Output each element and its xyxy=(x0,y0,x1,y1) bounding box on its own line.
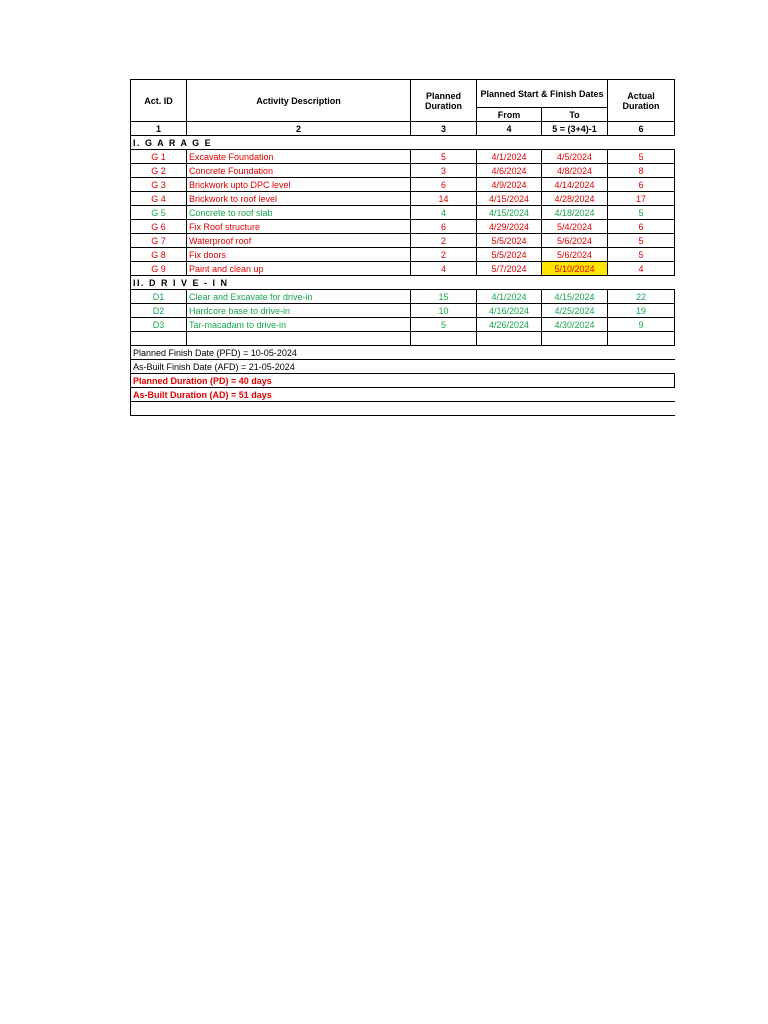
section-header-row xyxy=(131,276,675,290)
planned-from-date: 4/26/2024 xyxy=(477,318,542,332)
empty-cell xyxy=(411,332,477,346)
planned-to-date: 4/18/2024 xyxy=(542,206,608,220)
activity-description: Concrete Foundation xyxy=(187,164,411,178)
planned-from-date: 4/1/2024 xyxy=(477,290,542,304)
as-built-duration-summary: As-Built Duration (AD) = 51 days xyxy=(131,388,675,402)
column-number: 1 xyxy=(131,122,187,136)
activity-id: D1 xyxy=(131,290,187,304)
activity-schedule-table xyxy=(130,79,675,416)
column-number-row xyxy=(131,122,675,136)
planned-from-date: 4/9/2024 xyxy=(477,178,542,192)
activity-description: Fix doors xyxy=(187,248,411,262)
activity-description: Brickwork to roof level xyxy=(187,192,411,206)
planned-to-date: 4/14/2024 xyxy=(542,178,608,192)
empty-row xyxy=(131,332,675,346)
as-built-finish-date-row xyxy=(131,360,675,374)
header-planned-dates: Planned Start & Finish Dates xyxy=(477,80,608,108)
activity-id: G 7 xyxy=(131,234,187,248)
as-built-duration-summary-row xyxy=(131,388,675,402)
planned-to-date: 4/30/2024 xyxy=(542,318,608,332)
activity-description: Tar-macadam to drive-in xyxy=(187,318,411,332)
table-row xyxy=(131,150,675,164)
table-row xyxy=(131,192,675,206)
table-row xyxy=(131,220,675,234)
actual-duration: 19 xyxy=(608,304,675,318)
actual-duration: 17 xyxy=(608,192,675,206)
actual-duration: 4 xyxy=(608,262,675,276)
actual-duration: 5 xyxy=(608,206,675,220)
planned-duration: 6 xyxy=(411,178,477,192)
column-number: 5 = (3+4)-1 xyxy=(542,122,608,136)
planned-duration: 10 xyxy=(411,304,477,318)
column-number: 6 xyxy=(608,122,675,136)
column-number: 3 xyxy=(411,122,477,136)
header-actual-duration: Actual Duration xyxy=(608,80,675,122)
actual-duration: 22 xyxy=(608,290,675,304)
activity-description: Concrete to roof slab xyxy=(187,206,411,220)
blank-summary-row xyxy=(131,402,675,416)
actual-duration: 6 xyxy=(608,220,675,234)
planned-finish-date: Planned Finish Date (PFD) = 10-05-2024 xyxy=(131,346,675,360)
header-planned-duration: Planned Duration xyxy=(411,80,477,122)
table-row xyxy=(131,178,675,192)
planned-duration-summary: Planned Duration (PD) = 40 days xyxy=(131,374,675,388)
blank-cell xyxy=(131,402,675,416)
planned-to-date: 4/25/2024 xyxy=(542,304,608,318)
activity-id: G 5 xyxy=(131,206,187,220)
planned-duration: 5 xyxy=(411,150,477,164)
actual-duration: 9 xyxy=(608,318,675,332)
activity-id: G 8 xyxy=(131,248,187,262)
empty-cell xyxy=(608,332,675,346)
activity-description: Paint and clean up xyxy=(187,262,411,276)
planned-from-date: 4/1/2024 xyxy=(477,150,542,164)
as-built-finish-date: As-Built Finish Date (AFD) = 21-05-2024 xyxy=(131,360,675,374)
header-to: To xyxy=(542,108,608,122)
activity-description: Brickwork upto DPC level xyxy=(187,178,411,192)
planned-to-date: 5/4/2024 xyxy=(542,220,608,234)
activity-id: G 4 xyxy=(131,192,187,206)
section-title: II. D R I V E - I N xyxy=(131,276,675,290)
table-row xyxy=(131,248,675,262)
planned-from-date: 4/15/2024 xyxy=(477,206,542,220)
activity-description: Fix Roof structure xyxy=(187,220,411,234)
table-row xyxy=(131,262,675,276)
activity-id: D2 xyxy=(131,304,187,318)
planned-duration: 5 xyxy=(411,318,477,332)
empty-cell xyxy=(542,332,608,346)
activity-id: G 2 xyxy=(131,164,187,178)
planned-from-date: 4/6/2024 xyxy=(477,164,542,178)
actual-duration: 5 xyxy=(608,150,675,164)
actual-duration: 5 xyxy=(608,234,675,248)
planned-to-date: 4/8/2024 xyxy=(542,164,608,178)
table-row xyxy=(131,318,675,332)
planned-duration: 3 xyxy=(411,164,477,178)
column-number: 4 xyxy=(477,122,542,136)
planned-from-date: 4/16/2024 xyxy=(477,304,542,318)
table-row xyxy=(131,164,675,178)
activity-id: G 1 xyxy=(131,150,187,164)
table-row xyxy=(131,234,675,248)
planned-duration: 4 xyxy=(411,206,477,220)
activity-description: Hardcore base to drive-in xyxy=(187,304,411,318)
planned-from-date: 5/5/2024 xyxy=(477,248,542,262)
table-row xyxy=(131,290,675,304)
section-header-row xyxy=(131,136,675,150)
activity-id: G 3 xyxy=(131,178,187,192)
header-act-id: Act. ID xyxy=(131,80,187,122)
activity-description: Waterproof roof xyxy=(187,234,411,248)
activity-id: D3 xyxy=(131,318,187,332)
planned-to-date: 5/6/2024 xyxy=(542,248,608,262)
empty-cell xyxy=(131,332,187,346)
actual-duration: 6 xyxy=(608,178,675,192)
planned-from-date: 5/5/2024 xyxy=(477,234,542,248)
planned-from-date: 5/7/2024 xyxy=(477,262,542,276)
activity-id: G 6 xyxy=(131,220,187,234)
empty-cell xyxy=(477,332,542,346)
activity-description: Clear and Excavate for drive-in xyxy=(187,290,411,304)
planned-to-date: 4/15/2024 xyxy=(542,290,608,304)
activity-description: Excavate Foundation xyxy=(187,150,411,164)
column-number: 2 xyxy=(187,122,411,136)
planned-duration: 2 xyxy=(411,234,477,248)
activity-id: G 9 xyxy=(131,262,187,276)
planned-to-date: 4/5/2024 xyxy=(542,150,608,164)
actual-duration: 8 xyxy=(608,164,675,178)
planned-from-date: 4/15/2024 xyxy=(477,192,542,206)
planned-duration: 4 xyxy=(411,262,477,276)
planned-duration-summary-row xyxy=(131,374,675,388)
empty-cell xyxy=(187,332,411,346)
header-activity-description: Activity Description xyxy=(187,80,411,122)
planned-duration: 15 xyxy=(411,290,477,304)
planned-to-date: 4/28/2024 xyxy=(542,192,608,206)
header-from: From xyxy=(477,108,542,122)
planned-from-date: 4/29/2024 xyxy=(477,220,542,234)
planned-to-date: 5/10/2024 xyxy=(542,262,608,276)
schedule-sheet xyxy=(130,79,674,416)
planned-duration: 6 xyxy=(411,220,477,234)
planned-to-date: 5/6/2024 xyxy=(542,234,608,248)
planned-duration: 2 xyxy=(411,248,477,262)
actual-duration: 5 xyxy=(608,248,675,262)
table-row xyxy=(131,206,675,220)
planned-finish-date-row xyxy=(131,346,675,360)
planned-duration: 14 xyxy=(411,192,477,206)
section-title: I. G A R A G E xyxy=(131,136,675,150)
table-row xyxy=(131,304,675,318)
